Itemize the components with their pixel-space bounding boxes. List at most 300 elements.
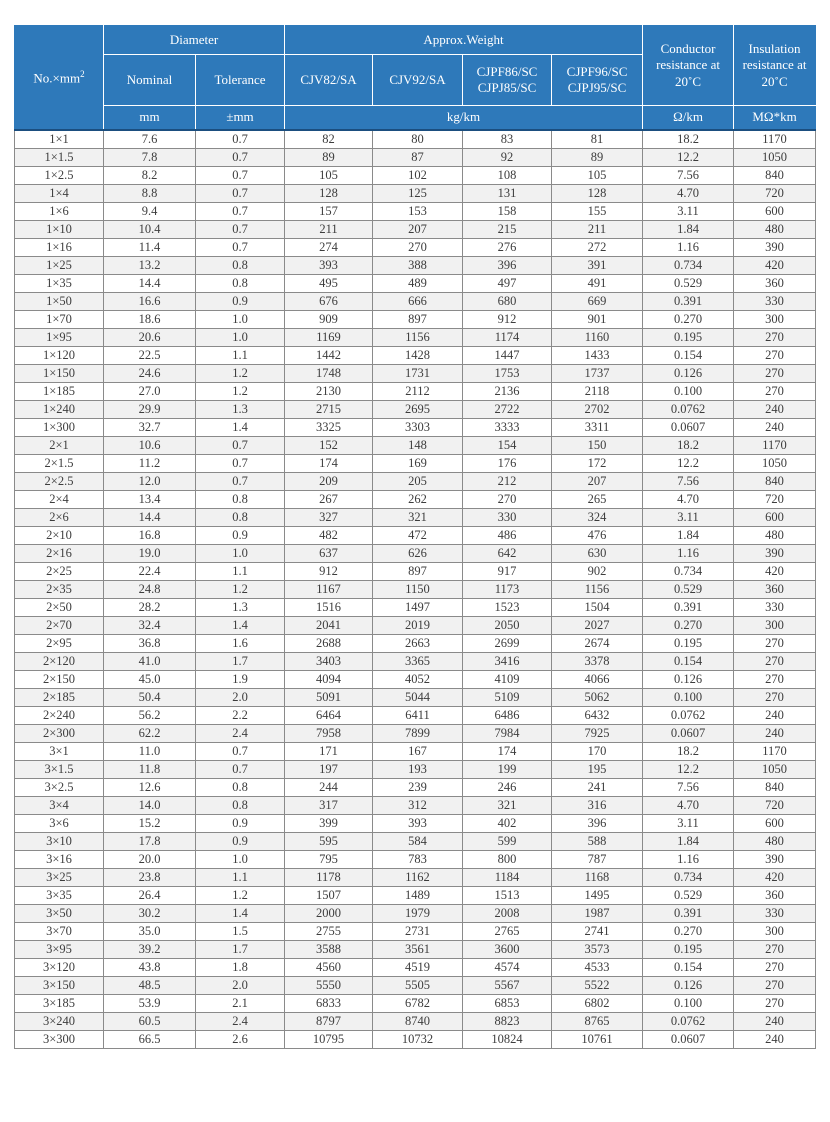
cell: 4094 [285,671,373,689]
cell: 0.126 [643,365,734,383]
cell: 14.4 [104,275,196,293]
cell: 7.6 [104,130,196,149]
cell: 1.1 [196,563,285,581]
cell: 3×300 [15,1031,104,1049]
cell: 150 [552,437,643,455]
cell: 244 [285,779,373,797]
table-row [15,959,816,977]
cell: 3403 [285,653,373,671]
cell: 105 [285,167,373,185]
cell: 1.0 [196,545,285,563]
cell: 390 [734,545,816,563]
cell: 155 [552,203,643,221]
cell: 125 [373,185,463,203]
cell: 491 [552,275,643,293]
cell: 5062 [552,689,643,707]
cell: 207 [373,221,463,239]
cell: 240 [734,725,816,743]
cell: 80 [373,130,463,149]
cell: 480 [734,527,816,545]
cell: 0.7 [196,761,285,779]
table-row [15,473,816,491]
table-row [15,185,816,203]
cell: 39.2 [104,941,196,959]
cell: 917 [463,563,552,581]
cell: 390 [734,239,816,257]
table-row [15,617,816,635]
cell: 241 [552,779,643,797]
unit-mm: mm [104,106,196,131]
cell: 0.7 [196,203,285,221]
header-insulation-resistance: Insulation resistance at 20˚C [734,26,816,106]
cell: 0.8 [196,779,285,797]
cell: 330 [734,599,816,617]
cell: 4066 [552,671,643,689]
cell: 321 [373,509,463,527]
cell: 1156 [373,329,463,347]
cell: 24.8 [104,581,196,599]
cell: 0.8 [196,275,285,293]
cell: 128 [285,185,373,203]
cell: 5550 [285,977,373,995]
cell: 4.70 [643,491,734,509]
cell: 480 [734,833,816,851]
cell: 197 [285,761,373,779]
cell: 22.5 [104,347,196,365]
cell: 2008 [463,905,552,923]
cell: 2.0 [196,689,285,707]
cell: 2.6 [196,1031,285,1049]
cell: 1×1.5 [15,149,104,167]
cell: 327 [285,509,373,527]
cell: 1.4 [196,905,285,923]
table-row [15,293,816,311]
cell: 1.0 [196,329,285,347]
cell: 7984 [463,725,552,743]
cell: 32.4 [104,617,196,635]
cell: 0.9 [196,833,285,851]
cell: 9.4 [104,203,196,221]
cell: 8740 [373,1013,463,1031]
cell: 154 [463,437,552,455]
cell: 0.126 [643,671,734,689]
cell: 270 [463,491,552,509]
table-row [15,887,816,905]
header-cjpf96 [552,55,643,106]
cell: 3588 [285,941,373,959]
cell: 402 [463,815,552,833]
cell: 15.2 [104,815,196,833]
cell: 0.9 [196,527,285,545]
table-row [15,869,816,887]
cell: 720 [734,797,816,815]
cell: 0.7 [196,455,285,473]
table-row [15,599,816,617]
cell: 1160 [552,329,643,347]
cell: 240 [734,419,816,437]
cell: 7.56 [643,167,734,185]
cell: 1.16 [643,851,734,869]
cell: 2×95 [15,635,104,653]
cell: 1.7 [196,941,285,959]
cell: 0.195 [643,329,734,347]
header-approx-weight: Approx.Weight [285,26,643,55]
cell: 0.7 [196,239,285,257]
cell: 262 [373,491,463,509]
cell: 420 [734,257,816,275]
cell: 1150 [373,581,463,599]
cell: 4574 [463,959,552,977]
cell: 2027 [552,617,643,635]
cell: 108 [463,167,552,185]
cell: 840 [734,167,816,185]
table-body [15,130,816,1049]
cell: 3365 [373,653,463,671]
cell: 1513 [463,887,552,905]
cell: 2×70 [15,617,104,635]
cell: 4.70 [643,797,734,815]
cell: 1168 [552,869,643,887]
cell: 1447 [463,347,552,365]
cell: 11.8 [104,761,196,779]
cell: 148 [373,437,463,455]
cell: 3378 [552,653,643,671]
cell: 3×120 [15,959,104,977]
cell: 13.4 [104,491,196,509]
cell: 396 [463,257,552,275]
cell: 0.8 [196,491,285,509]
cell: 1.84 [643,833,734,851]
cell: 1×16 [15,239,104,257]
unit-ohm-km: Ω/km [643,106,734,131]
cell: 29.9 [104,401,196,419]
cell: 482 [285,527,373,545]
cell: 1×25 [15,257,104,275]
cell: 669 [552,293,643,311]
cell: 3×150 [15,977,104,995]
cell: 0.0762 [643,707,734,725]
cell: 167 [373,743,463,761]
cell: 1489 [373,887,463,905]
unit-kg-km: kg/km [285,106,643,131]
cell: 0.195 [643,635,734,653]
cell: 3×16 [15,851,104,869]
cell: 2×35 [15,581,104,599]
cell: 630 [552,545,643,563]
cell: 6782 [373,995,463,1013]
header-cjv82: CJV82/SA [285,55,373,106]
cell: 3×70 [15,923,104,941]
cell: 1.0 [196,311,285,329]
cell: 787 [552,851,643,869]
cell: 10732 [373,1031,463,1049]
cell: 89 [552,149,643,167]
cell: 3325 [285,419,373,437]
cell: 0.100 [643,383,734,401]
cell: 2×10 [15,527,104,545]
cell: 212 [463,473,552,491]
cell: 420 [734,869,816,887]
table-row [15,833,816,851]
cell: 3×4 [15,797,104,815]
cell: 360 [734,581,816,599]
cell: 205 [373,473,463,491]
cell: 637 [285,545,373,563]
table-row [15,905,816,923]
cell: 897 [373,311,463,329]
cell: 12.2 [643,149,734,167]
cell: 92 [463,149,552,167]
cell: 240 [734,1031,816,1049]
cell: 1×185 [15,383,104,401]
cell: 1×6 [15,203,104,221]
cell: 1.16 [643,545,734,563]
table-row [15,563,816,581]
table-row [15,419,816,437]
cell: 270 [734,977,816,995]
cell: 270 [734,941,816,959]
cell: 2×1.5 [15,455,104,473]
cell: 1516 [285,599,373,617]
cell: 207 [552,473,643,491]
cell: 105 [552,167,643,185]
cell: 270 [734,365,816,383]
cell: 324 [552,509,643,527]
cell: 399 [285,815,373,833]
cell: 2.4 [196,1013,285,1031]
cell: 89 [285,149,373,167]
cell: 35.0 [104,923,196,941]
cell: 2×6 [15,509,104,527]
table-header [15,26,816,131]
cell: 16.6 [104,293,196,311]
cell: 1162 [373,869,463,887]
cell: 240 [734,707,816,725]
cell: 3561 [373,941,463,959]
cell: 193 [373,761,463,779]
cell: 1×300 [15,419,104,437]
cell: 720 [734,185,816,203]
cell: 0.9 [196,293,285,311]
cell: 2×150 [15,671,104,689]
cell: 0.7 [196,185,285,203]
cell: 12.0 [104,473,196,491]
cell: 3303 [373,419,463,437]
table-row [15,527,816,545]
table-row [15,725,816,743]
cell: 912 [463,311,552,329]
table-row [15,491,816,509]
cell: 1737 [552,365,643,383]
cell: 2.2 [196,707,285,725]
table-row [15,257,816,275]
header-no-mm2 [15,26,104,131]
cell: 50.4 [104,689,196,707]
cell: 3.11 [643,203,734,221]
cell: 909 [285,311,373,329]
cell: 666 [373,293,463,311]
table-row [15,311,816,329]
cell: 6833 [285,995,373,1013]
cell: 393 [373,815,463,833]
unit-mohm-km: MΩ*km [734,106,816,131]
cell: 0.529 [643,581,734,599]
cell: 1050 [734,149,816,167]
cell: 1433 [552,347,643,365]
table-row [15,383,816,401]
cell: 211 [552,221,643,239]
table-row [15,275,816,293]
cell: 1.0 [196,851,285,869]
cell: 41.0 [104,653,196,671]
cell: 1.3 [196,599,285,617]
cell: 82 [285,130,373,149]
cell: 12.2 [643,455,734,473]
cell: 1523 [463,599,552,617]
cell: 0.8 [196,257,285,275]
cell: 153 [373,203,463,221]
cell: 642 [463,545,552,563]
cell: 6411 [373,707,463,725]
cell: 1173 [463,581,552,599]
cell: 1×50 [15,293,104,311]
cell: 476 [552,527,643,545]
cell: 0.195 [643,941,734,959]
cell: 18.6 [104,311,196,329]
cell: 239 [373,779,463,797]
cell: 215 [463,221,552,239]
cell: 3×25 [15,869,104,887]
cell: 2755 [285,923,373,941]
cell: 2050 [463,617,552,635]
cell: 83 [463,130,552,149]
cell: 2×25 [15,563,104,581]
cell: 3×95 [15,941,104,959]
cell: 1167 [285,581,373,599]
cell: 7.56 [643,779,734,797]
cell: 171 [285,743,373,761]
cell: 595 [285,833,373,851]
table-row [15,509,816,527]
cell: 274 [285,239,373,257]
cell: 3×10 [15,833,104,851]
unit-pm-mm: ±mm [196,106,285,131]
cell: 1.3 [196,401,285,419]
cell: 1174 [463,329,552,347]
cell: 1.16 [643,239,734,257]
cell: 199 [463,761,552,779]
cell: 1.4 [196,617,285,635]
cell: 1987 [552,905,643,923]
cell: 1731 [373,365,463,383]
cell: 32.7 [104,419,196,437]
cell: 18.2 [643,743,734,761]
cell: 1.4 [196,419,285,437]
table-row [15,545,816,563]
table-row [15,221,816,239]
cell: 270 [373,239,463,257]
cell: 60.5 [104,1013,196,1031]
cell: 43.8 [104,959,196,977]
cell: 270 [734,347,816,365]
cell: 1.9 [196,671,285,689]
cell: 152 [285,437,373,455]
cell: 1748 [285,365,373,383]
cell: 174 [463,743,552,761]
cell: 626 [373,545,463,563]
table-row [15,347,816,365]
cell: 2×1 [15,437,104,455]
cell: 81 [552,130,643,149]
table-row [15,761,816,779]
cell: 2699 [463,635,552,653]
cell: 2695 [373,401,463,419]
table-row [15,923,816,941]
cell: 680 [463,293,552,311]
cell: 3333 [463,419,552,437]
cell: 20.6 [104,329,196,347]
cell: 45.0 [104,671,196,689]
cell: 18.2 [643,437,734,455]
cell: 0.270 [643,617,734,635]
cell: 2.4 [196,725,285,743]
cell: 2688 [285,635,373,653]
cell: 840 [734,473,816,491]
table-row [15,167,816,185]
header-no-sup: 2 [80,68,85,79]
cell: 11.2 [104,455,196,473]
cell: 2136 [463,383,552,401]
cell: 800 [463,851,552,869]
cell: 391 [552,257,643,275]
table-row [15,581,816,599]
cell: 131 [463,185,552,203]
cell: 1.6 [196,635,285,653]
cell: 1×150 [15,365,104,383]
cell: 276 [463,239,552,257]
cell: 30.2 [104,905,196,923]
cell: 2663 [373,635,463,653]
table-row [15,130,816,149]
cell: 5091 [285,689,373,707]
cell: 3×6 [15,815,104,833]
cell: 10795 [285,1031,373,1049]
cell: 4519 [373,959,463,977]
cell: 27.0 [104,383,196,401]
cell: 14.4 [104,509,196,527]
cell: 265 [552,491,643,509]
cell: 66.5 [104,1031,196,1049]
cell: 1.8 [196,959,285,977]
table-row [15,203,816,221]
cell: 0.154 [643,653,734,671]
cell: 4052 [373,671,463,689]
cell: 2715 [285,401,373,419]
cell: 2×50 [15,599,104,617]
cell: 0.270 [643,923,734,941]
table-row [15,455,816,473]
cell: 19.0 [104,545,196,563]
cell: 1.7 [196,653,285,671]
cell: 5109 [463,689,552,707]
cell: 1507 [285,887,373,905]
cell: 8823 [463,1013,552,1031]
cell: 7899 [373,725,463,743]
header-no-label: No.×mm [33,70,81,86]
cell: 5567 [463,977,552,995]
cell: 0.0607 [643,419,734,437]
cell: 172 [552,455,643,473]
